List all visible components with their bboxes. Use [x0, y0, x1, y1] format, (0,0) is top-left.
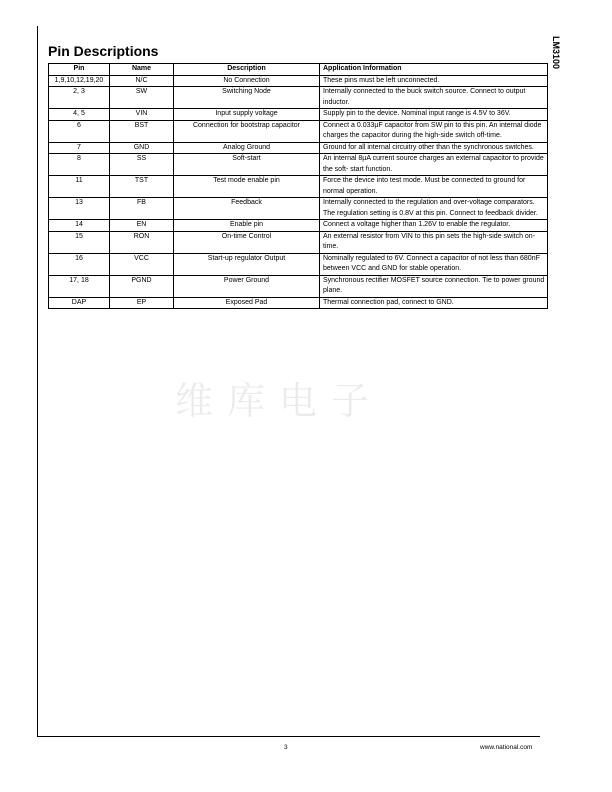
- cell-name: N/C: [110, 75, 174, 87]
- cell-pin: 13: [49, 198, 110, 220]
- cell-name: FB: [110, 198, 174, 220]
- table-row: [49, 176, 548, 198]
- cell-application: Connect a 0.033µF capacitor from SW pin to this pin. An internal diode charges the capacitor during the high-side switch off-time.: [320, 120, 548, 142]
- section-title: Pin Descriptions: [48, 43, 159, 59]
- cell-application: Thermal connection pad, connect to GND.: [320, 297, 548, 309]
- cell-description: Soft-start: [174, 154, 320, 176]
- cell-application: Synchronous rectifier MOSFET source connection. Tie to power ground plane.: [320, 275, 548, 297]
- cell-description: Enable pin: [174, 220, 320, 232]
- cell-application: Connect a voltage higher than 1.26V to enable the regulator.: [320, 220, 548, 232]
- cell-name: EN: [110, 220, 174, 232]
- cell-application: Force the device into test mode. Must be connected to ground for normal operation.: [320, 176, 548, 198]
- cell-application: Supply pin to the device. Nominal input range is 4.5V to 36V.: [320, 109, 548, 121]
- cell-description: Test mode enable pin: [174, 176, 320, 198]
- cell-name: GND: [110, 142, 174, 154]
- cell-pin: 15: [49, 231, 110, 253]
- cell-pin: 4, 5: [49, 109, 110, 121]
- cell-description: Start-up regulator Output: [174, 253, 320, 275]
- header-description: Description: [174, 64, 320, 76]
- side-part-number-tab: [550, 36, 562, 76]
- cell-pin: 2, 3: [49, 87, 110, 109]
- header-name: Name: [110, 64, 174, 76]
- cell-name: VIN: [110, 109, 174, 121]
- cell-pin: 7: [49, 142, 110, 154]
- cell-name: BST: [110, 120, 174, 142]
- header-application: Application Information: [320, 64, 548, 76]
- cell-name: TST: [110, 176, 174, 198]
- table-row: [49, 275, 548, 297]
- cell-pin: DAP: [49, 297, 110, 309]
- cell-pin: 11: [49, 176, 110, 198]
- table-row: [49, 253, 548, 275]
- table-row: [49, 120, 548, 142]
- cell-application: Nominally regulated to 6V. Connect a capacitor of not less than 680nF between VCC and GND for stable operation.: [320, 253, 548, 275]
- table-row: [49, 198, 548, 220]
- cell-pin: 1,9,10,12,19,20: [49, 75, 110, 87]
- cell-application: An internal 8µA current source charges an external capacitor to provide the soft- start function.: [320, 154, 548, 176]
- cell-name: VCC: [110, 253, 174, 275]
- cell-name: PGND: [110, 275, 174, 297]
- page-frame-left-rule: [37, 26, 38, 736]
- cell-pin: 16: [49, 253, 110, 275]
- watermark-text: 维库电子: [175, 379, 384, 423]
- cell-name: EP: [110, 297, 174, 309]
- table-row: [49, 142, 548, 154]
- header-pin: Pin: [49, 64, 110, 76]
- side-part-number-label: LM3100: [551, 36, 561, 70]
- cell-pin: 8: [49, 154, 110, 176]
- cell-description: Input supply voltage: [174, 109, 320, 121]
- cell-name: RON: [110, 231, 174, 253]
- page-number: 3: [284, 744, 288, 751]
- table-row: [49, 87, 548, 109]
- table-row: [49, 297, 548, 309]
- cell-application: Internally connected to the buck switch source. Connect to output inductor.: [320, 87, 548, 109]
- cell-description: Connection for bootstrap capacitor: [174, 120, 320, 142]
- cell-pin: 17, 18: [49, 275, 110, 297]
- table-row: [49, 75, 548, 87]
- table-row: [49, 220, 548, 232]
- cell-description: Exposed Pad: [174, 297, 320, 309]
- cell-pin: 6: [49, 120, 110, 142]
- cell-name: SW: [110, 87, 174, 109]
- cell-description: Power Ground: [174, 275, 320, 297]
- cell-application: Ground for all internal circuitry other than the synchronous switches.: [320, 142, 548, 154]
- page-frame-bottom-rule: [37, 736, 540, 737]
- cell-pin: 14: [49, 220, 110, 232]
- table-row: [49, 231, 548, 253]
- cell-description: Switching Node: [174, 87, 320, 109]
- table-header-row: [49, 64, 548, 76]
- cell-description: On-time Control: [174, 231, 320, 253]
- pin-descriptions-table: [48, 63, 548, 309]
- cell-description: Feedback: [174, 198, 320, 220]
- cell-description: No Connection: [174, 75, 320, 87]
- table-row: [49, 109, 548, 121]
- cell-application: These pins must be left unconnected.: [320, 75, 548, 87]
- cell-description: Analog Ground: [174, 142, 320, 154]
- cell-application: An external resistor from VIN to this pin sets the high-side switch on-time.: [320, 231, 548, 253]
- table-row: [49, 154, 548, 176]
- footer-website-link[interactable]: www.national.com: [480, 744, 533, 751]
- cell-application: Internally connected to the regulation and over-voltage comparators. The regulation setting is 0.8V at this pin. Connect to feedback divider.: [320, 198, 548, 220]
- cell-name: SS: [110, 154, 174, 176]
